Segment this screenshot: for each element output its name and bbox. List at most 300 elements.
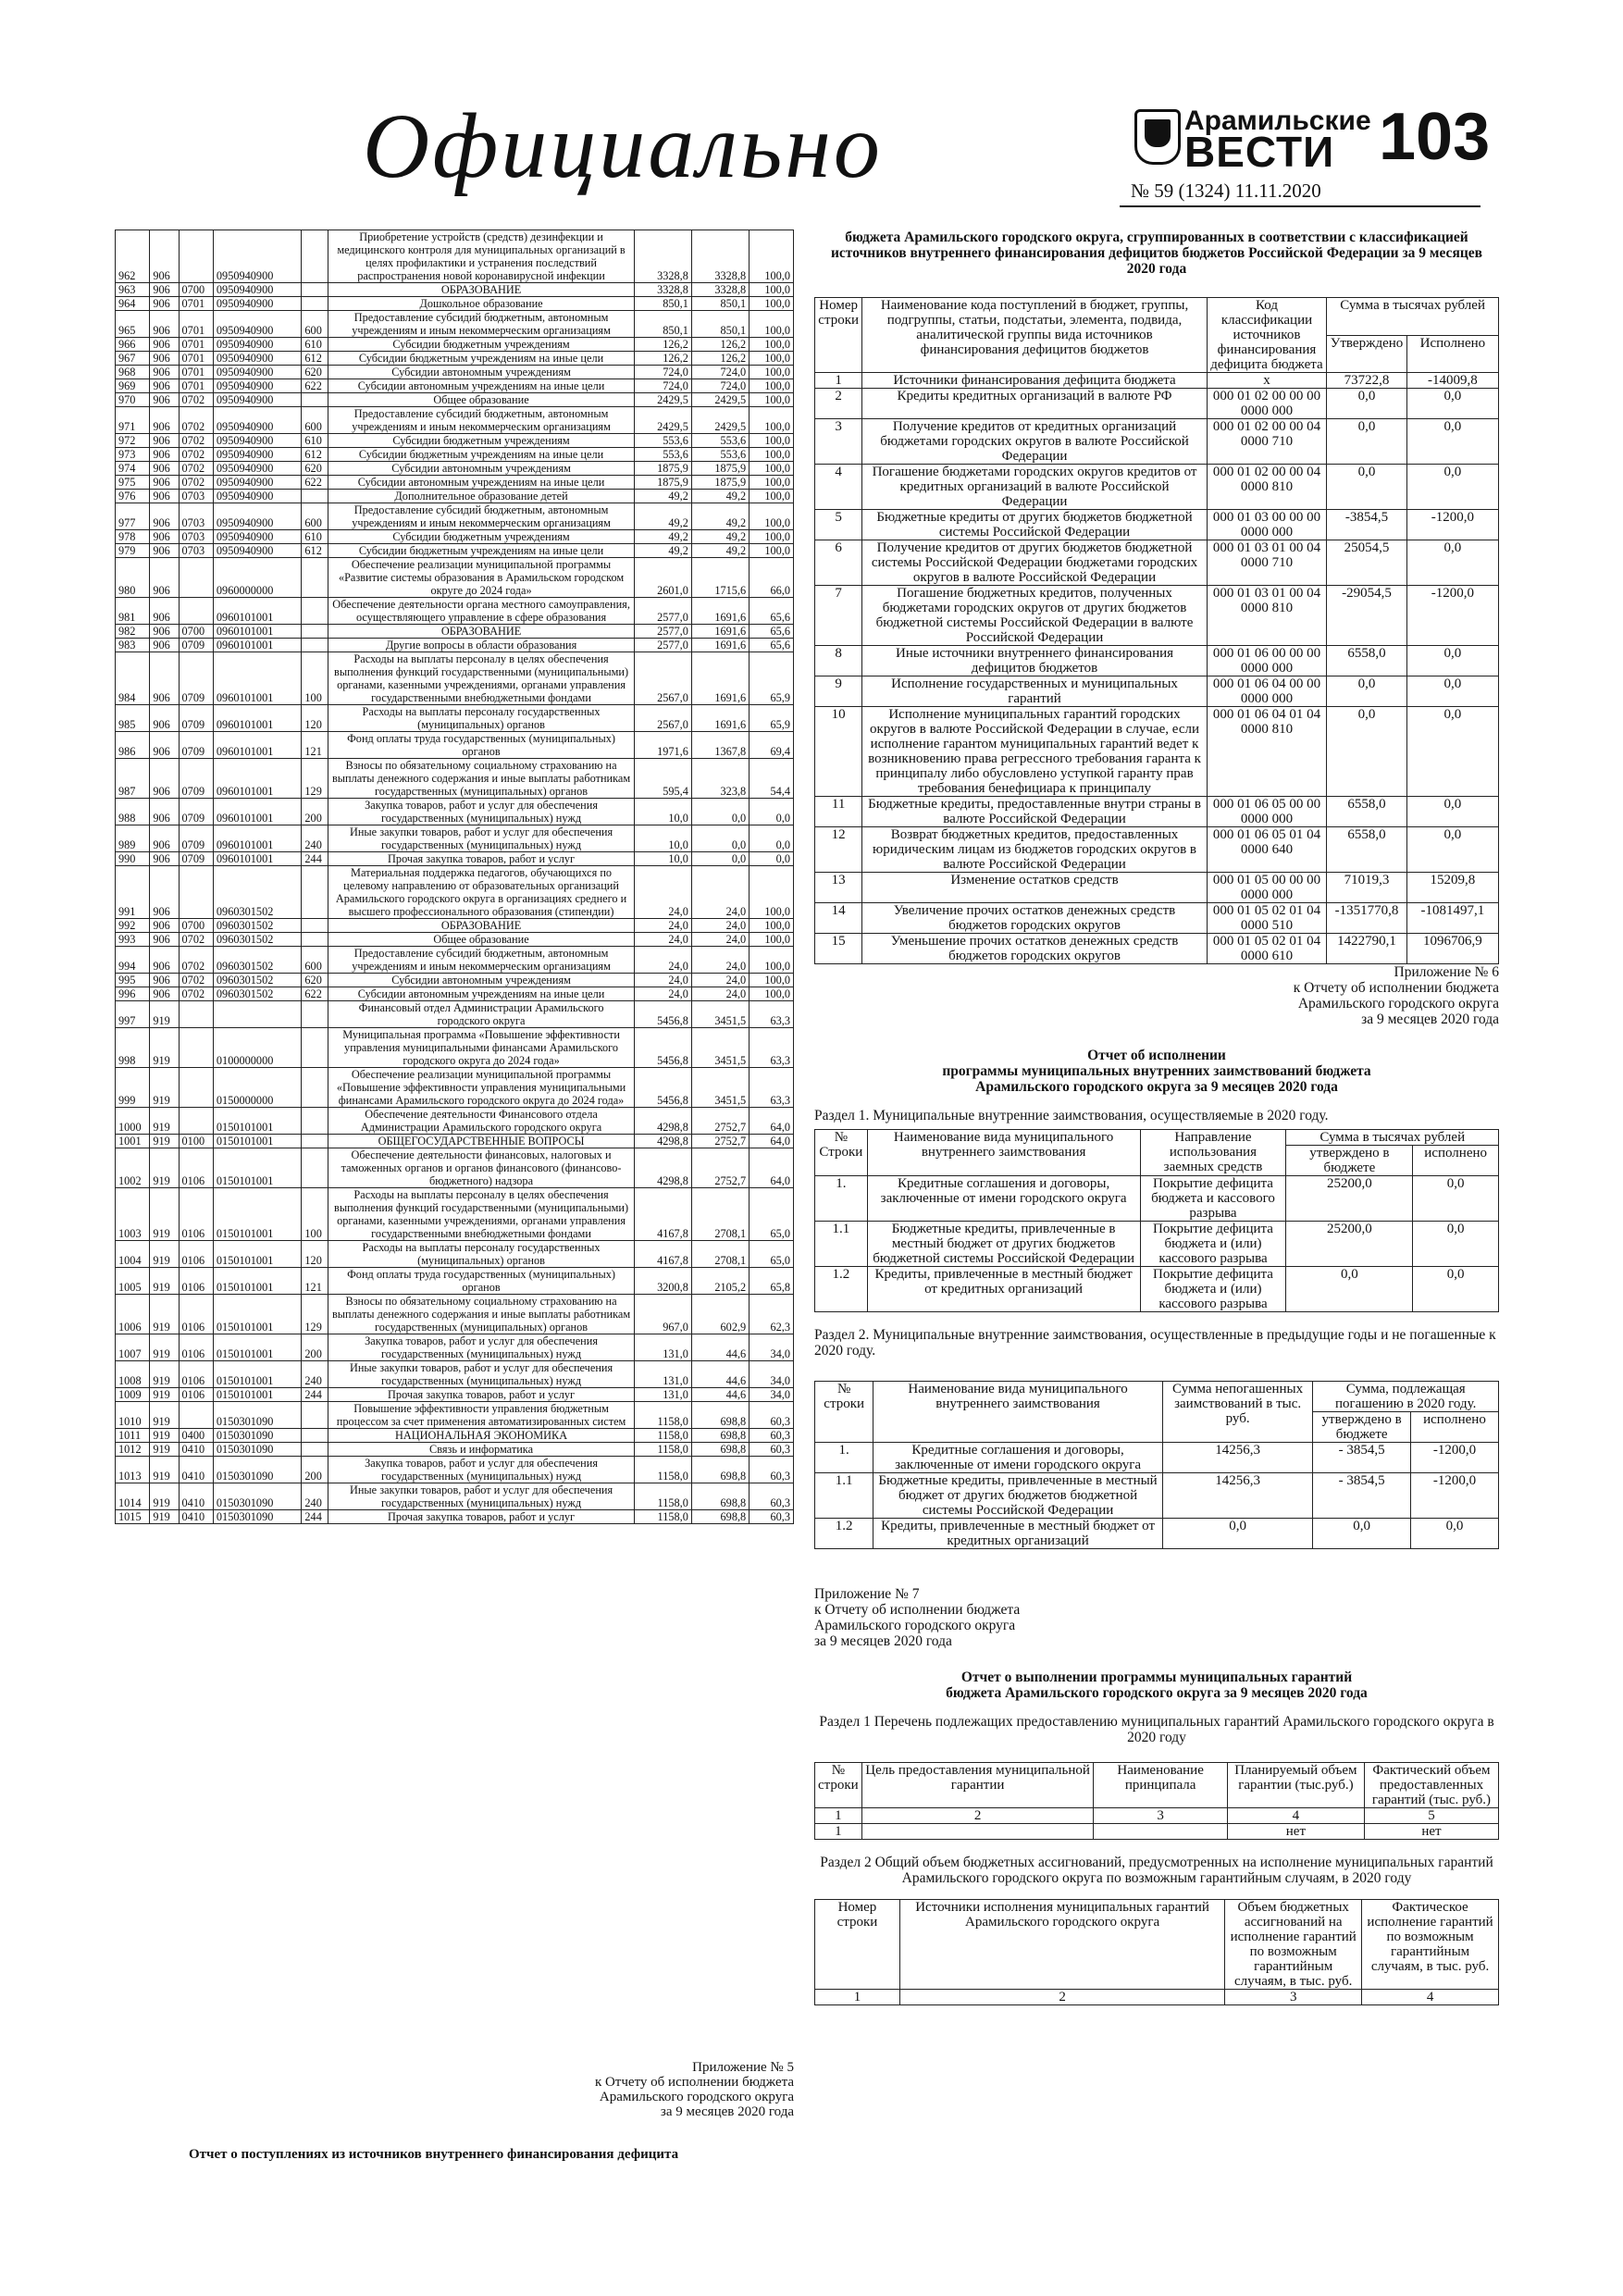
table-cell: 906: [150, 732, 179, 759]
table-cell: ОБРАЗОВАНИЕ: [328, 625, 634, 639]
table-cell: 1691,6: [691, 598, 749, 625]
table-row: [116, 866, 794, 919]
borrowing-1-header-name: Наименование вида муниципального внутреннего заимствования: [867, 1130, 1140, 1176]
table-cell: [302, 393, 328, 407]
table-cell: 100: [302, 1188, 328, 1241]
table-cell: 724,0: [691, 379, 749, 393]
sources-header-code: Код классификации источников финансирования дефицита бюджета: [1207, 298, 1327, 373]
table-cell: 0950940900: [213, 297, 302, 311]
table-cell: Прочая закупка товаров, работ и услуг: [328, 1510, 634, 1524]
table-cell: [302, 1402, 328, 1429]
table-cell: 919: [150, 1068, 179, 1108]
table-cell: 1158,0: [634, 1443, 691, 1457]
table-cell: 0106: [179, 1188, 213, 1241]
table-cell: 999: [116, 1068, 150, 1108]
table-cell: 1015: [116, 1510, 150, 1524]
table-cell: 600: [302, 311, 328, 338]
table-row: [116, 558, 794, 598]
table-cell: 0150301090: [213, 1457, 302, 1483]
table-cell: Кредитные соглашения и договоры, заключенные от имени городского округа: [867, 1176, 1140, 1222]
guarantees-1-header-planned: Планируемый объем гарантии (тыс.руб.): [1227, 1763, 1364, 1808]
table-cell: 44,6: [691, 1388, 749, 1402]
table-cell: [302, 1028, 328, 1068]
table-cell: 0,0: [1162, 1519, 1313, 1549]
table-cell: 0150101001: [213, 1361, 302, 1388]
table-row: [116, 652, 794, 705]
table-cell: 610: [302, 530, 328, 544]
table-cell: 995: [116, 974, 150, 987]
borrowing-section-2-label: Раздел 2. Муниципальные внутренние заимствования, осуществленные в предыдущие годы и не погашенные к 2020 году.: [814, 1327, 1496, 1359]
table-row: [116, 1443, 794, 1457]
table-cell: Исполнение муниципальных гарантий городских округов в валюте Российской Федерации в случае, если исполнение гарантом муниципальных гарантий ведет к возникновению права регрессного требования гаранта к принципалу либо обусловлено уступкой гаранту прав требования бенефициара к принципалу: [862, 707, 1207, 797]
table-cell: 1: [815, 373, 862, 389]
table-cell: 4: [1227, 1808, 1364, 1824]
table-cell: 0960101001: [213, 625, 302, 639]
table-cell: 0701: [179, 311, 213, 338]
table-cell: 2708,1: [691, 1188, 749, 1241]
sources-header-sum: Сумма в тысячах рублей: [1327, 298, 1499, 336]
guarantees-1-header-goal: Цель предоставления муниципальной гарантии: [861, 1763, 1094, 1808]
table-row: [815, 1267, 1499, 1312]
table-cell: 100,0: [750, 919, 794, 933]
table-cell: 100,0: [750, 407, 794, 434]
masthead: [0, 0, 1623, 202]
table-cell: 0,0: [1406, 797, 1498, 827]
table-cell: 100,0: [750, 311, 794, 338]
table-cell: 1000: [116, 1108, 150, 1135]
logo-name-top: Арамильские: [1184, 105, 1371, 136]
appendix-5-line: Приложение № 5: [692, 2060, 794, 2075]
table-cell: 131,0: [634, 1388, 691, 1402]
table-cell: 698,8: [691, 1402, 749, 1429]
table-cell: 971: [116, 407, 150, 434]
table-cell: 906: [150, 283, 179, 297]
table-cell: 1006: [116, 1295, 150, 1334]
table-cell: 1096706,9: [1406, 934, 1498, 964]
table-cell: 0,0: [1327, 465, 1407, 510]
table-cell: 100,0: [750, 987, 794, 1001]
table-cell: 71019,3: [1327, 873, 1407, 903]
table-cell: 100,0: [750, 338, 794, 352]
table-cell: Возврат бюджетных кредитов, предоставленных юридическим лицам из бюджетов городских округов в валюте Российской Федерации: [862, 827, 1207, 873]
table-cell: 612: [302, 544, 328, 558]
table-cell: 1008: [116, 1361, 150, 1388]
table-cell: Дошкольное образование: [328, 297, 634, 311]
table-cell: 60,3: [750, 1510, 794, 1524]
table-cell: -1200,0: [1410, 1473, 1498, 1519]
table-cell: 906: [150, 558, 179, 598]
table-cell: [302, 639, 328, 652]
borrowing-1-header-sum: Сумма в тысячах рублей: [1286, 1130, 1499, 1146]
table-cell: 976: [116, 490, 150, 503]
table-cell: [302, 598, 328, 625]
table-cell: 0,0: [750, 852, 794, 866]
table-row: [116, 825, 794, 852]
table-cell: [179, 1028, 213, 1068]
table-cell: Приобретение устройств (средств) дезинфекции и медицинского контроля для муниципальных организаций в целях профилактики и устранения последствий распространения новой коронавирусной инфекции: [328, 230, 634, 283]
table-cell: 0950940900: [213, 530, 302, 544]
sources-section: [814, 230, 1499, 2005]
table-cell: 0,0: [1410, 1519, 1498, 1549]
table-cell: 49,2: [634, 490, 691, 503]
appendix-6-line: Арамильского городского округа: [1297, 996, 1499, 1011]
table-cell: 65,0: [750, 1241, 794, 1268]
table-cell: 906: [150, 462, 179, 476]
table-cell: 4167,8: [634, 1188, 691, 1241]
table-cell: Финансовый отдел Администрации Арамильского городского округа: [328, 1001, 634, 1028]
table-cell: Муниципальная программа «Повышение эффективности управления муниципальными финансами Арамильского городского округа до 2024 года»: [328, 1028, 634, 1068]
table-cell: 323,8: [691, 759, 749, 799]
table-cell: 0150101001: [213, 1148, 302, 1188]
table-cell: 919: [150, 1429, 179, 1443]
table-cell: 993: [116, 933, 150, 947]
table-cell: 698,8: [691, 1443, 749, 1457]
guarantees-2-header-source: Источники исполнения муниципальных гарантий Арамильского городского округа: [899, 1900, 1224, 1990]
table-cell: 5456,8: [634, 1028, 691, 1068]
table-cell: [302, 1001, 328, 1028]
table-cell: 0,0: [1406, 646, 1498, 676]
table-cell: 1158,0: [634, 1510, 691, 1524]
table-cell: [1094, 1824, 1227, 1840]
table-cell: 0702: [179, 393, 213, 407]
table-cell: 000 01 06 00 00 00 0000 000: [1207, 646, 1327, 676]
table-cell: 0703: [179, 490, 213, 503]
table-cell: 919: [150, 1108, 179, 1135]
table-row: [116, 639, 794, 652]
appendix-7-note: [814, 1586, 1499, 1649]
table-cell: 0,0: [1327, 707, 1407, 797]
table-cell: 2577,0: [634, 598, 691, 625]
table-cell: 919: [150, 1148, 179, 1188]
table-row: [116, 1429, 794, 1443]
table-cell: Иные закупки товаров, работ и услуг для обеспечения государственных (муниципальных) нужд: [328, 1361, 634, 1388]
table-cell: 24,0: [634, 919, 691, 933]
table-cell: 0960101001: [213, 639, 302, 652]
table-cell: 2752,7: [691, 1135, 749, 1148]
table-cell: 0700: [179, 919, 213, 933]
table-cell: - 3854,5: [1313, 1473, 1411, 1519]
table-cell: [302, 933, 328, 947]
table-cell: 1158,0: [634, 1457, 691, 1483]
table-cell: 63,3: [750, 1001, 794, 1028]
table-cell: 0960101001: [213, 852, 302, 866]
table-row: [116, 732, 794, 759]
table-cell: 60,3: [750, 1457, 794, 1483]
table-cell: 906: [150, 311, 179, 338]
table-row: [116, 476, 794, 490]
table-cell: 919: [150, 1001, 179, 1028]
table-cell: 60,3: [750, 1483, 794, 1510]
table-cell: 698,8: [691, 1483, 749, 1510]
table-cell: 49,2: [691, 490, 749, 503]
table-cell: НАЦИОНАЛЬНАЯ ЭКОНОМИКА: [328, 1429, 634, 1443]
borrowing-2-header-no: № строки: [815, 1382, 873, 1443]
table-cell: 65,6: [750, 625, 794, 639]
guarantees-section-2-label: Раздел 2 Общий объем бюджетных ассигнований, предусмотренных на исполнение муниципальных гарантий Арамильского городского округа по возможным гарантийным случаям, в 2020 году: [820, 1855, 1493, 1886]
table-cell: Закупка товаров, работ и услуг для обеспечения государственных (муниципальных) нужд: [328, 1457, 634, 1483]
table-cell: 906: [150, 852, 179, 866]
table-cell: 10,0: [634, 799, 691, 825]
table-cell: 906: [150, 759, 179, 799]
guarantees-title: бюджета Арамильского городского округа за 9 месяцев 2020 года: [946, 1685, 1368, 1701]
table-cell: 2429,5: [691, 407, 749, 434]
table-cell: 0960101001: [213, 759, 302, 799]
table-cell: Взносы по обязательному социальному страхованию на выплаты денежного содержания и иные выплаты работникам государственных (муниципальных) органов: [328, 1295, 634, 1334]
table-cell: 0,0: [1413, 1222, 1499, 1267]
table-cell: 906: [150, 379, 179, 393]
table-cell: 906: [150, 705, 179, 732]
table-row: [116, 1388, 794, 1402]
table-cell: Субсидии бюджетным учреждениям на иные цели: [328, 448, 634, 462]
table-row: [815, 1222, 1499, 1267]
table-cell: [302, 230, 328, 283]
table-cell: 0960000000: [213, 558, 302, 598]
table-cell: 967,0: [634, 1295, 691, 1334]
table-cell: 100,0: [750, 503, 794, 530]
table-row: [815, 1824, 1499, 1840]
table-cell: 100,0: [750, 974, 794, 987]
table-cell: 65,8: [750, 1268, 794, 1295]
table-row: [116, 544, 794, 558]
table-row: [116, 448, 794, 462]
table-row: [815, 586, 1499, 646]
appendix-6-line: Приложение № 6: [1394, 964, 1499, 980]
table-cell: 121: [302, 1268, 328, 1295]
table-row: [116, 799, 794, 825]
guarantees-2-header-no: Номер строки: [815, 1900, 900, 1990]
guarantees-2-header-volume: Объем бюджетных ассигнований на исполнение гарантий по возможным гарантийным случаям, в тыс. руб.: [1225, 1900, 1362, 1990]
table-cell: 64,0: [750, 1148, 794, 1188]
table-cell: 66,0: [750, 558, 794, 598]
table-cell: Фонд оплаты труда государственных (муниципальных) органов: [328, 1268, 634, 1295]
table-cell: [302, 558, 328, 598]
table-cell: 1.1: [815, 1473, 873, 1519]
table-row: [116, 462, 794, 476]
table-cell: 600: [302, 947, 328, 974]
table-cell: 9: [815, 676, 862, 707]
table-row: [116, 503, 794, 530]
table-cell: 1875,9: [634, 476, 691, 490]
table-cell: 24,0: [634, 974, 691, 987]
table-cell: 244: [302, 852, 328, 866]
table-cell: Иные источники внутреннего финансирования дефицитов бюджетов: [862, 646, 1207, 676]
table-cell: Прочая закупка товаров, работ и услуг: [328, 852, 634, 866]
table-cell: Иные закупки товаров, работ и услуг для обеспечения государственных (муниципальных) нужд: [328, 1483, 634, 1510]
table-cell: 1158,0: [634, 1429, 691, 1443]
table-row: [815, 540, 1499, 586]
appendix-6-line: за 9 месяцев 2020 года: [1361, 1011, 1499, 1027]
table-cell: 54,4: [750, 759, 794, 799]
table-cell: [213, 1001, 302, 1028]
table-cell: 906: [150, 598, 179, 625]
table-cell: 622: [302, 476, 328, 490]
table-row: [116, 352, 794, 366]
table-cell: 906: [150, 625, 179, 639]
table-cell: 2708,1: [691, 1241, 749, 1268]
table-cell: [302, 1108, 328, 1135]
table-cell: 982: [116, 625, 150, 639]
table-cell: [302, 490, 328, 503]
table-cell: 0960101001: [213, 705, 302, 732]
table-row: [116, 311, 794, 338]
newspaper-logo[interactable]: [1134, 102, 1375, 176]
appendix-6-line: к Отчету об исполнении бюджета: [1293, 980, 1499, 996]
table-cell: 0410: [179, 1483, 213, 1510]
table-cell: 0,0: [1406, 540, 1498, 586]
table-cell: Погашение бюджетных кредитов, полученных бюджетами городских округов от других бюджетов бюджетной системы Российской Федерации в валюте Российской Федерации: [862, 586, 1207, 646]
masthead-rule: [1120, 205, 1481, 207]
table-cell: 100,0: [750, 366, 794, 379]
table-cell: 0950940900: [213, 434, 302, 448]
table-row: [815, 827, 1499, 873]
table-cell: 0960301502: [213, 919, 302, 933]
table-cell: 1014: [116, 1483, 150, 1510]
table-cell: 200: [302, 1334, 328, 1361]
table-cell: 000 01 05 02 01 04 0000 510: [1207, 903, 1327, 934]
table-cell: 1.2: [815, 1267, 868, 1312]
table-cell: 49,2: [691, 503, 749, 530]
table-cell: 0950940900: [213, 283, 302, 297]
table-cell: 2577,0: [634, 639, 691, 652]
table-cell: 100,0: [750, 434, 794, 448]
table-cell: Общее образование: [328, 393, 634, 407]
table-cell: 129: [302, 1295, 328, 1334]
table-cell: 620: [302, 974, 328, 987]
table-cell: 126,2: [691, 352, 749, 366]
table-row: [815, 419, 1499, 465]
guarantees-1-header-actual: Фактический объем предоставленных гарантий (тыс. руб.): [1364, 1763, 1498, 1808]
table-cell: 24,0: [634, 866, 691, 919]
table-cell: 0702: [179, 947, 213, 974]
expenditure-table: [115, 230, 794, 1524]
table-cell: 0702: [179, 974, 213, 987]
table-cell: 989: [116, 825, 150, 852]
table-cell: 620: [302, 366, 328, 379]
table-cell: Предоставление субсидий бюджетным, автономным учреждениям и иным некоммерческим организациям: [328, 407, 634, 434]
table-cell: Субсидии автономным учреждениям на иные цели: [328, 476, 634, 490]
table-cell: -1351770,8: [1327, 903, 1407, 934]
guarantees-table-1-body: [815, 1808, 1499, 1840]
table-cell: 000 01 03 00 00 00 0000 000: [1207, 510, 1327, 540]
table-cell: 120: [302, 705, 328, 732]
table-cell: 0150301090: [213, 1510, 302, 1524]
table-cell: Расходы на выплаты персоналу государственных (муниципальных) органов: [328, 705, 634, 732]
table-row: [815, 707, 1499, 797]
table-cell: 906: [150, 544, 179, 558]
table-cell: 10,0: [634, 852, 691, 866]
table-cell: 0106: [179, 1295, 213, 1334]
table-cell: 0100000000: [213, 1028, 302, 1068]
table-cell: 11: [815, 797, 862, 827]
table-cell: 24,0: [634, 947, 691, 974]
table-cell: 131,0: [634, 1361, 691, 1388]
table-cell: 24,0: [634, 933, 691, 947]
table-cell: 100,0: [750, 866, 794, 919]
table-cell: 0106: [179, 1268, 213, 1295]
table-cell: ОБРАЗОВАНИЕ: [328, 283, 634, 297]
table-cell: 14: [815, 903, 862, 934]
table-cell: 3328,8: [634, 283, 691, 297]
table-cell: 850,1: [634, 311, 691, 338]
table-cell: 0960301502: [213, 974, 302, 987]
table-cell: 34,0: [750, 1334, 794, 1361]
table-cell: 0410: [179, 1457, 213, 1483]
table-cell: 4: [815, 465, 862, 510]
table-cell: 244: [302, 1510, 328, 1524]
section-title: Официально: [363, 94, 883, 197]
table-cell: 15: [815, 934, 862, 964]
table-cell: 612: [302, 448, 328, 462]
table-cell: [302, 866, 328, 919]
table-cell: 2752,7: [691, 1108, 749, 1135]
table-cell: -29054,5: [1327, 586, 1407, 646]
table-cell: 0,0: [1406, 827, 1498, 873]
table-cell: 0150101001: [213, 1268, 302, 1295]
table-cell: x: [1207, 373, 1327, 389]
table-cell: 0400: [179, 1429, 213, 1443]
table-cell: 49,2: [634, 530, 691, 544]
table-cell: 0960301502: [213, 933, 302, 947]
table-cell: 1158,0: [634, 1402, 691, 1429]
table-cell: 6558,0: [1327, 827, 1407, 873]
table-cell: 1158,0: [634, 1483, 691, 1510]
table-cell: 1010: [116, 1402, 150, 1429]
table-cell: 998: [116, 1028, 150, 1068]
table-cell: Обеспечение деятельности финансовых, налоговых и таможенных органов и органов финансового (финансово-бюджетного) надзора: [328, 1148, 634, 1188]
table-cell: 60,3: [750, 1443, 794, 1457]
table-row: [116, 1402, 794, 1429]
table-cell: 24,0: [691, 987, 749, 1001]
table-row: [116, 705, 794, 732]
table-cell: 3451,5: [691, 1028, 749, 1068]
table-cell: Субсидии бюджетным учреждениям: [328, 338, 634, 352]
table-cell: 906: [150, 987, 179, 1001]
table-cell: 0960101001: [213, 652, 302, 705]
table-cell: -14009,8: [1406, 373, 1498, 389]
table-cell: 3200,8: [634, 1268, 691, 1295]
table-cell: 7: [815, 586, 862, 646]
table-cell: 1005: [116, 1268, 150, 1295]
table-cell: [179, 230, 213, 283]
table-cell: 906: [150, 297, 179, 311]
table-cell: 0150101001: [213, 1388, 302, 1402]
table-cell: 0106: [179, 1334, 213, 1361]
table-cell: 1367,8: [691, 732, 749, 759]
table-cell: 65,9: [750, 705, 794, 732]
table-cell: 0150301090: [213, 1402, 302, 1429]
table-cell: 6: [815, 540, 862, 586]
borrowing-table-1: [814, 1129, 1499, 1312]
table-cell: 0150101001: [213, 1295, 302, 1334]
table-row: [116, 1295, 794, 1334]
table-cell: 0702: [179, 462, 213, 476]
table-cell: 0950940900: [213, 544, 302, 558]
table-cell: 622: [302, 987, 328, 1001]
table-cell: 2601,0: [634, 558, 691, 598]
table-cell: 5: [815, 510, 862, 540]
table-cell: 0702: [179, 933, 213, 947]
table-cell: Обеспечение деятельности Финансового отдела Администрации Арамильского городского округа: [328, 1108, 634, 1135]
table-cell: 994: [116, 947, 150, 974]
table-cell: 65,6: [750, 598, 794, 625]
borrowing-table-2-body: [815, 1443, 1499, 1549]
coat-of-arms-icon: [1134, 109, 1181, 165]
table-cell: 906: [150, 407, 179, 434]
table-cell: -1200,0: [1406, 510, 1498, 540]
table-cell: 1875,9: [691, 476, 749, 490]
table-cell: 0950940900: [213, 407, 302, 434]
table-cell: 64,0: [750, 1135, 794, 1148]
